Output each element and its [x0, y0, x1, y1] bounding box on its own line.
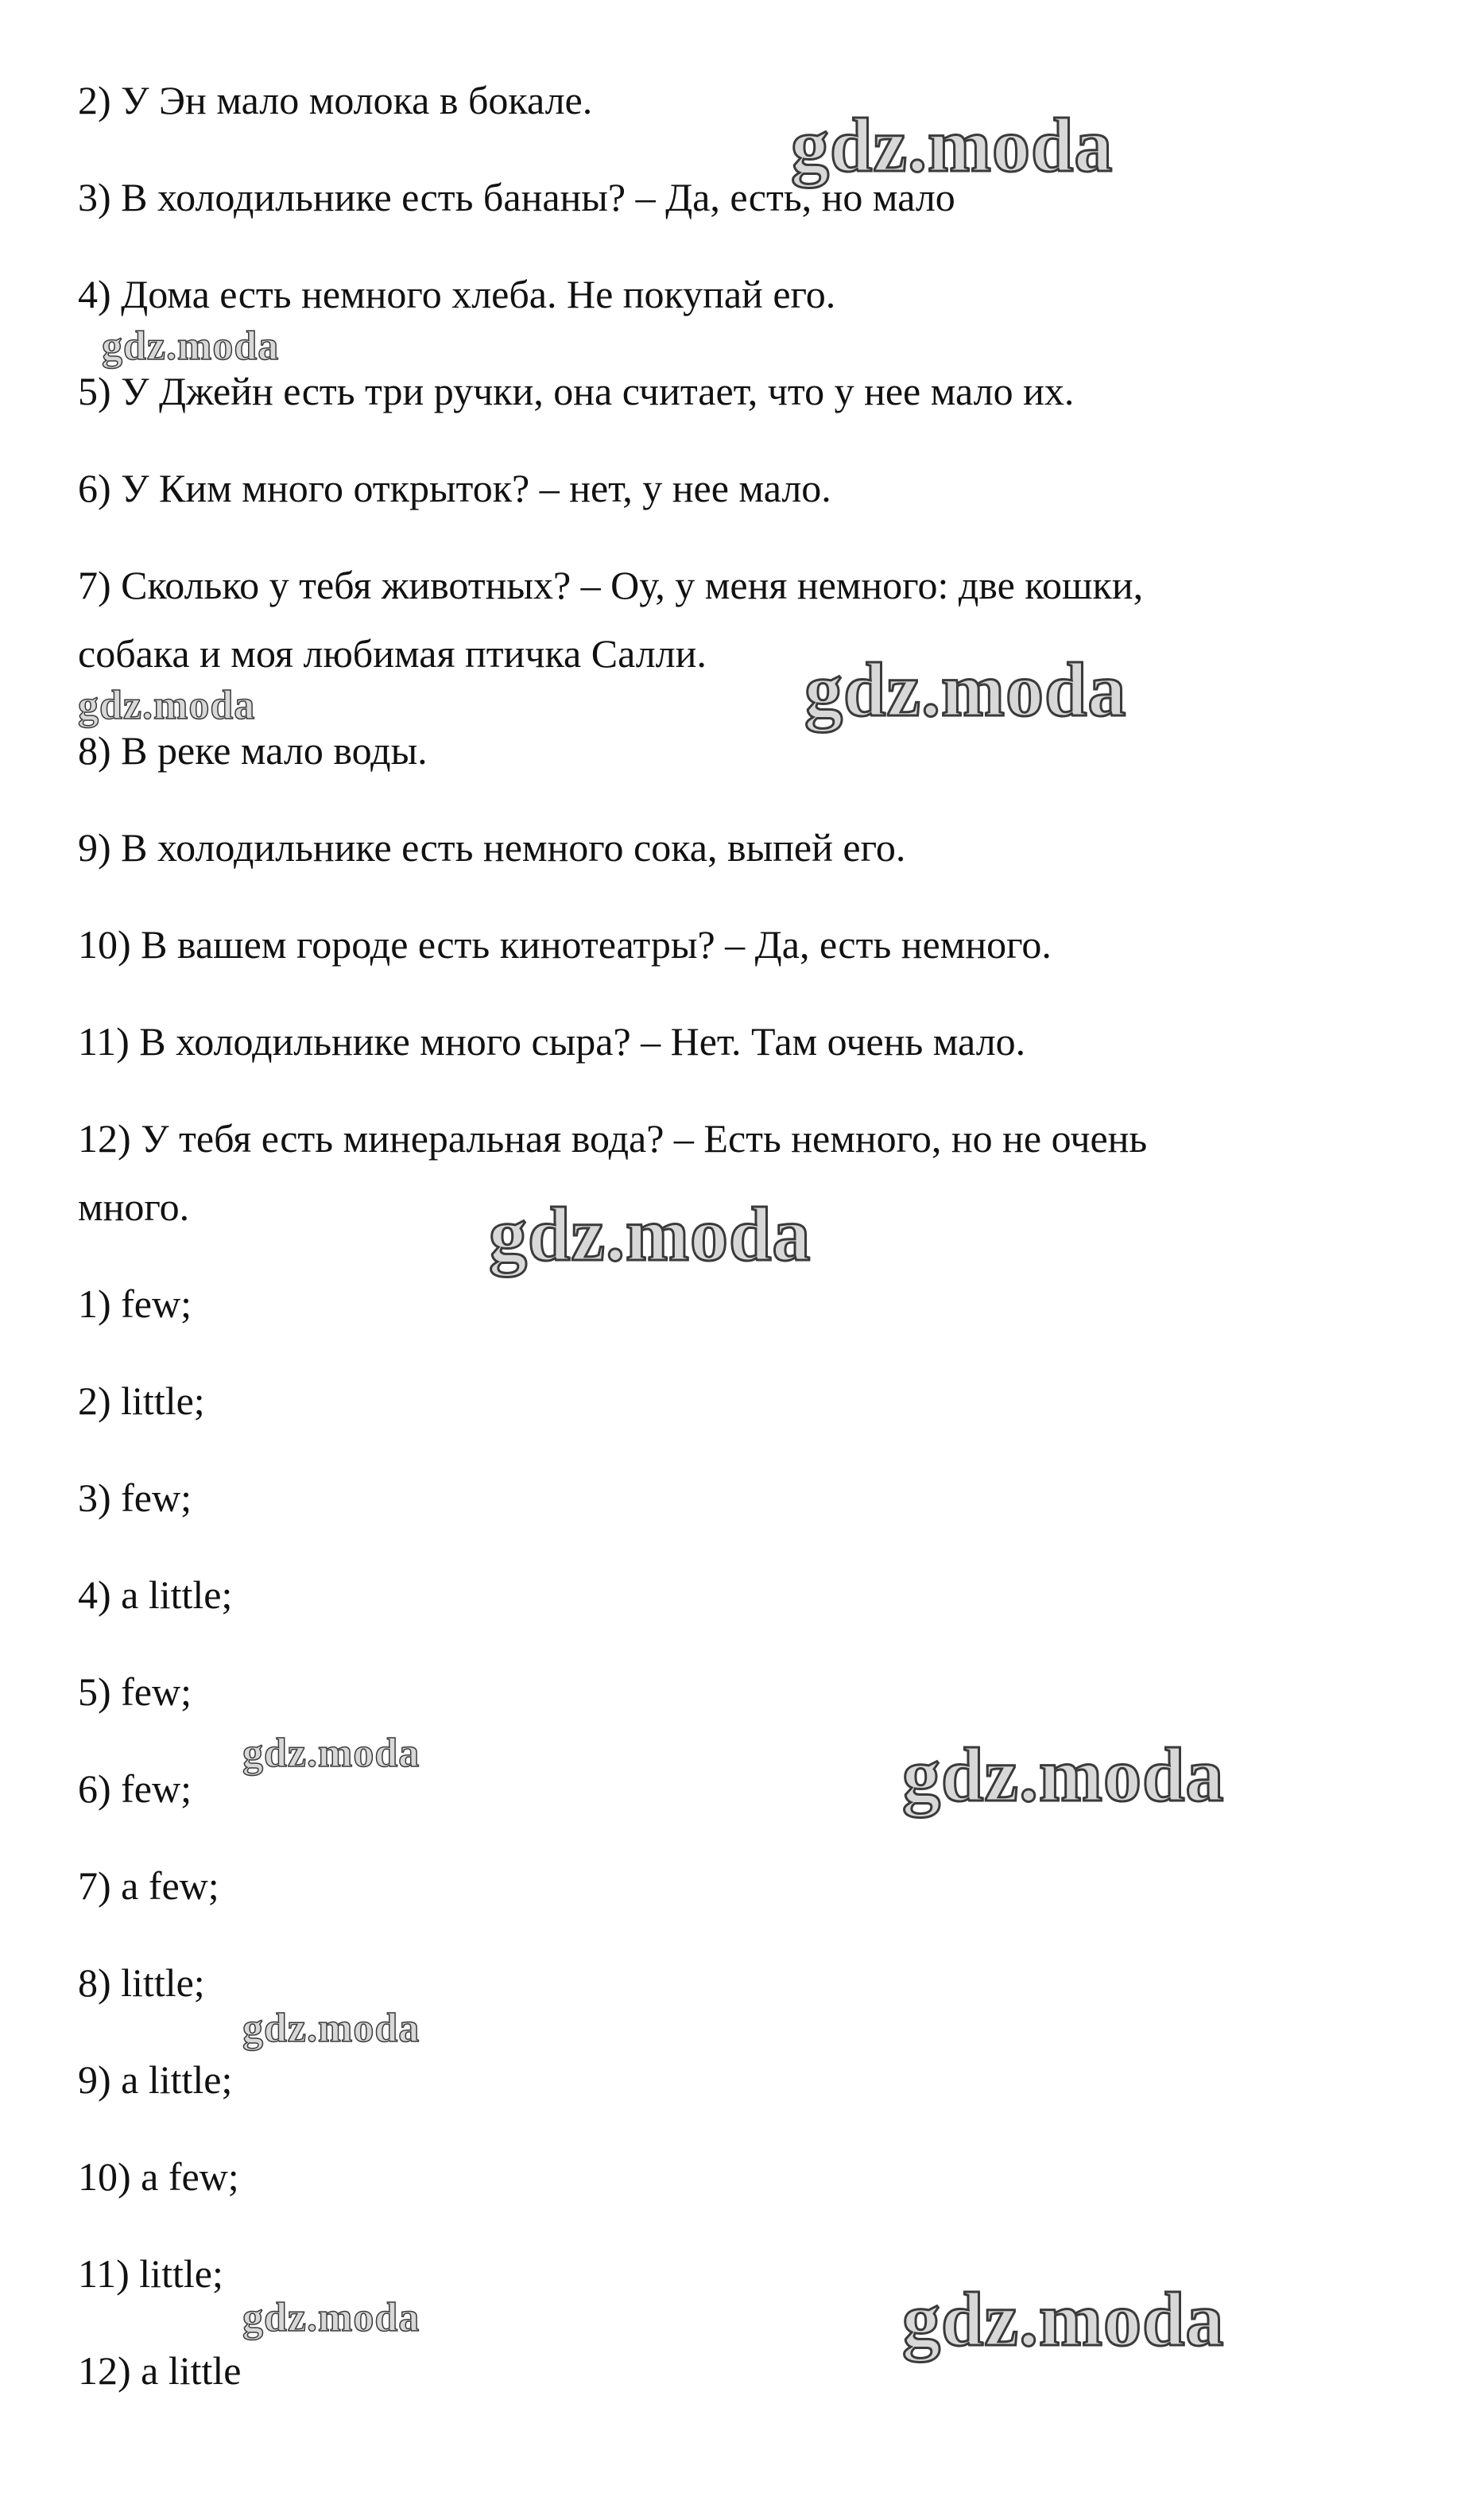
translation-line-6: 6) У Ким много открыток? – нет, у нее мало.	[78, 466, 831, 510]
answer-12: 12) a little	[78, 2348, 242, 2393]
watermark-logo: gdz.moda	[242, 2006, 420, 2051]
answer-10: 10) a few;	[78, 2154, 239, 2199]
answer-2: 2) little;	[78, 1378, 205, 1423]
watermark-logo: gdz.moda	[242, 2295, 420, 2340]
answer-11: 11) little;	[78, 2251, 223, 2296]
answer-5: 5) few;	[78, 1669, 192, 1714]
answer-8: 8) little;	[78, 1960, 205, 2005]
translation-line-5: 5) У Джейн есть три ручки, она считает, что у нее мало их.	[78, 369, 1075, 413]
watermark-logo: gdz.moda	[902, 2277, 1225, 2362]
watermark-logo: gdz.moda	[804, 647, 1127, 732]
answer-9: 9) a little;	[78, 2057, 233, 2102]
translation-line-3: 3) В холодильнике есть бананы? – Да, есть, но мало	[78, 175, 955, 219]
translation-line-7-cont: собака и моя любимая птичка Салли.	[78, 631, 707, 676]
answer-4: 4) a little;	[78, 1572, 233, 1617]
translation-line-10: 10) В вашем городе есть кинотеатры? – Да, есть немного.	[78, 922, 1052, 967]
answer-6: 6) few;	[78, 1766, 192, 1811]
translation-line-12-cont: много.	[78, 1184, 190, 1229]
answer-3: 3) few;	[78, 1475, 192, 1520]
watermark-logo: gdz.moda	[78, 683, 256, 728]
watermark-logo: gdz.moda	[242, 1731, 420, 1776]
watermark-logo: gdz.moda	[489, 1192, 812, 1277]
watermark-logo: gdz.moda	[791, 103, 1114, 188]
answer-7: 7) a few;	[78, 1863, 219, 1908]
watermark-logo: gdz.moda	[102, 324, 280, 369]
translation-line-11: 11) В холодильнике много сыра? – Нет. Там очень мало.	[78, 1019, 1026, 1064]
translation-line-9: 9) В холодильнике есть немного сока, выпей его.	[78, 825, 906, 870]
translation-line-7: 7) Сколько у тебя животных? – Оу, у меня немного: две кошки,	[78, 563, 1144, 607]
translation-line-8: 8) В реке мало воды.	[78, 728, 428, 773]
translation-line-2: 2) У Эн мало молока в бокале.	[78, 78, 593, 122]
translation-line-4: 4) Дома есть немного хлеба. Не покупай его.	[78, 272, 836, 316]
translation-line-12: 12) У тебя есть минеральная вода? – Есть немного, но не очень	[78, 1116, 1148, 1161]
answer-1: 1) few;	[78, 1281, 192, 1326]
watermark-logo: gdz.moda	[902, 1732, 1225, 1817]
